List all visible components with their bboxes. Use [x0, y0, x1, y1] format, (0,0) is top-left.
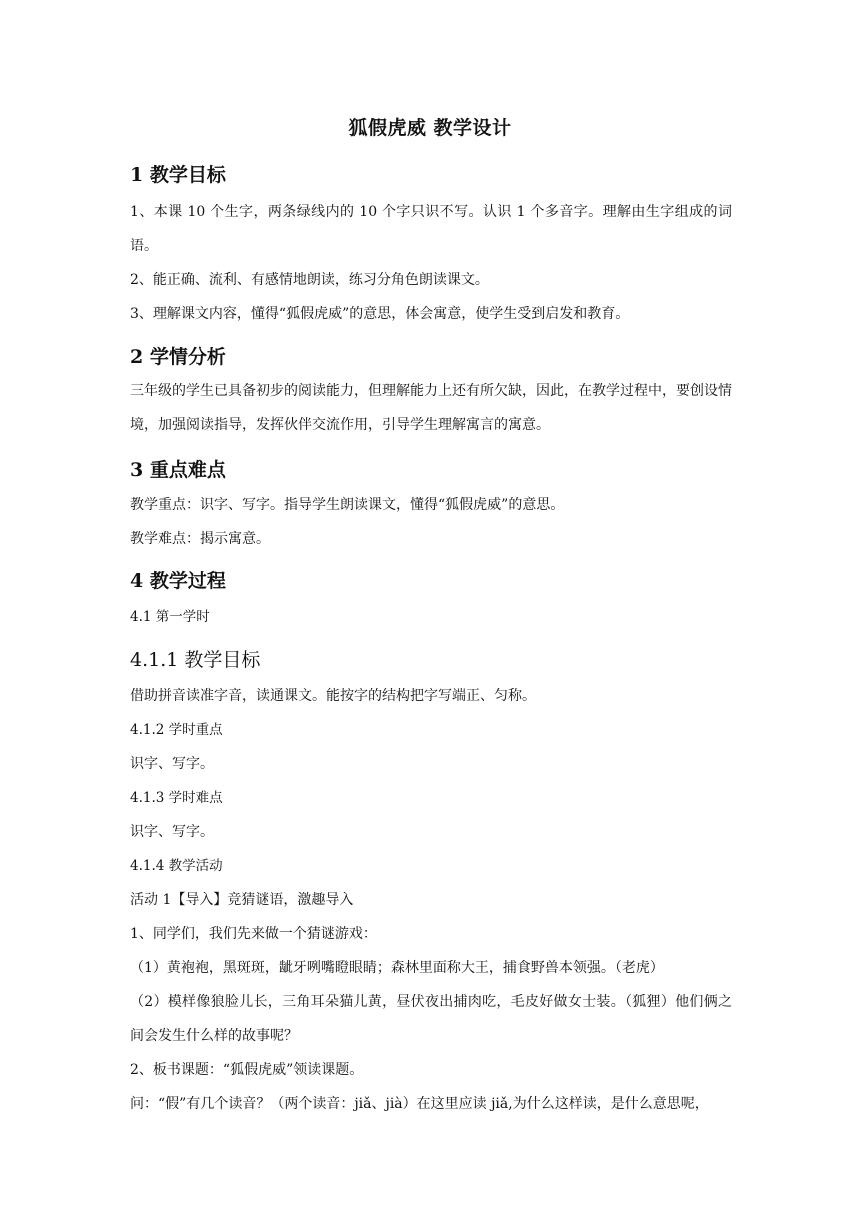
subsection-heading: 4.1.4 教学活动	[130, 858, 223, 874]
subsection-heading: 4.1.2 学时重点	[130, 722, 223, 738]
subsection-heading: 4.1 第一学时	[130, 609, 210, 625]
paragraph: 识字、写字。	[130, 824, 214, 840]
section-heading-4: 4 教学过程	[130, 570, 226, 592]
paragraph: （1）黄袍袍，黑斑斑，龇牙咧嘴瞪眼睛；森林里面称大王，捕食野兽本领强。（老虎）	[130, 960, 664, 976]
subsection-heading: 4.1.3 学时难点	[130, 790, 223, 806]
paragraph: 2、能正确、流利、有感情地朗读，练习分角色朗读课文。	[130, 272, 489, 288]
section-heading-2: 2 学情分析	[130, 346, 226, 368]
paragraph: 2、板书课题：“狐假虎威”领读课题。	[130, 1062, 364, 1078]
paragraph: 问：“假”有几个读音？（两个读音：jiǎ、jià）在这里应读 jiǎ,为什么这样读，是什么意思呢，	[130, 1096, 709, 1112]
subsection-heading: 4.1.1 教学目标	[130, 649, 261, 671]
paragraph: 教学重点：识字、写字。指导学生朗读课文，懂得“狐假虎威”的意思。	[130, 497, 565, 513]
paragraph: 1、本课 10 个生字，两条绿线内的 10 个字只识不写。认识 1 个多音字。理解由生字组成的词语。	[130, 204, 732, 254]
section-heading-1: 1 教学目标	[130, 164, 226, 186]
document-title: 狐假虎威 教学设计	[348, 117, 512, 139]
section-heading-3: 3 重点难点	[130, 459, 226, 481]
paragraph: 借助拼音读准字音，读通课文。能按字的结构把字写端正、匀称。	[130, 688, 536, 704]
activity-heading: 活动 1【导入】竞猜谜语，激趣导入	[130, 892, 354, 908]
paragraph: 3、理解课文内容，懂得“狐假虎威”的意思，体会寓意，使学生受到启发和教育。	[130, 306, 630, 322]
paragraph: 1、同学们，我们先来做一个猜谜游戏：	[130, 926, 377, 942]
paragraph: （2）模样像狼脸儿长，三角耳朵猫儿黄，昼伏夜出捕肉吃，毛皮好做女士装。（狐狸）他们俩之间会发生什么样的故事呢？	[130, 994, 732, 1044]
paragraph: 识字、写字。	[130, 756, 214, 772]
paragraph: 三年级的学生已具备初步的阅读能力，但理解能力上还有所欠缺，因此，在教学过程中，要创设情境，加强阅读指导，发挥伙伴交流作用，引导学生理解寓言的寓意。	[130, 383, 732, 433]
paragraph: 教学难点：揭示寓意。	[130, 531, 270, 547]
